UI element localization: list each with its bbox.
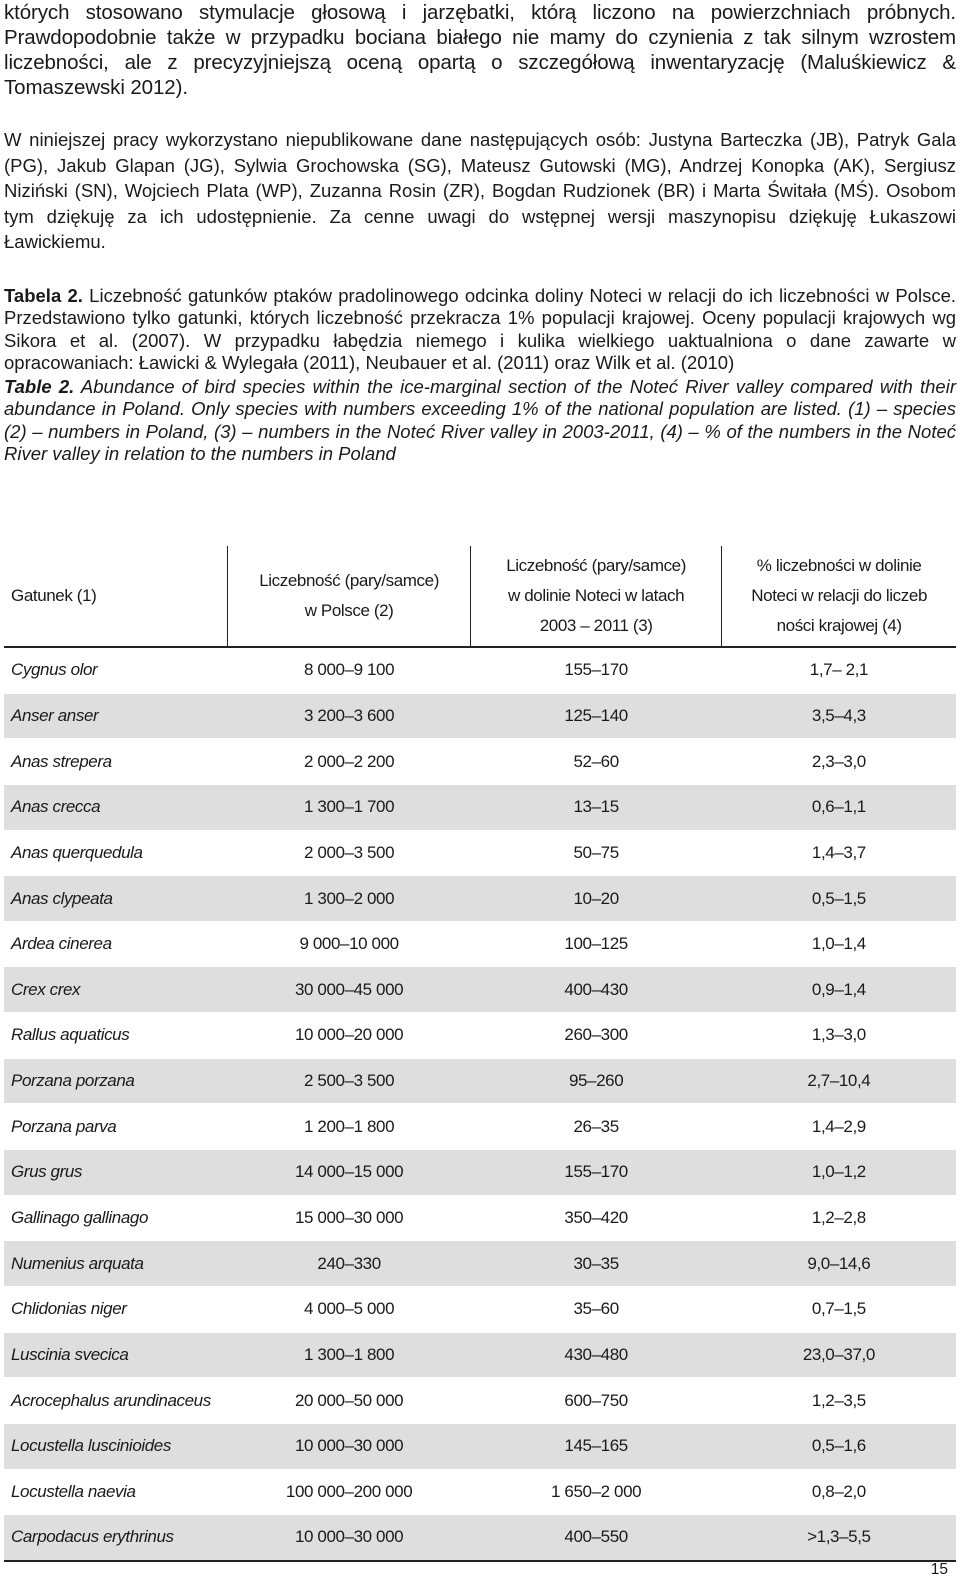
cell-species: Anser anser [4, 693, 228, 739]
cell-numbers-notec: 35–60 [470, 1286, 721, 1332]
cell-species: Cygnus olor [4, 647, 228, 693]
cell-numbers-poland: 14 000–15 000 [228, 1150, 471, 1196]
cell-percent: 1,0–1,4 [722, 921, 956, 967]
cell-species: Grus grus [4, 1150, 228, 1196]
cell-species: Anas querquedula [4, 830, 228, 876]
cell-numbers-poland: 30 000–45 000 [228, 967, 471, 1013]
cell-species: Rallus aquaticus [4, 1013, 228, 1059]
cell-species: Anas clypeata [4, 876, 228, 922]
header-line: ności krajowej (4) [776, 616, 902, 635]
table-row [4, 921, 956, 967]
cell-numbers-poland: 1 300–2 000 [228, 876, 471, 922]
table-row [4, 739, 956, 785]
table-row [4, 693, 956, 739]
cell-numbers-poland: 100 000–200 000 [228, 1469, 471, 1515]
cell-percent: 0,6–1,1 [722, 784, 956, 830]
cell-numbers-poland: 4 000–5 000 [228, 1286, 471, 1332]
cell-percent: 1,2–3,5 [722, 1378, 956, 1424]
table-caption-polish [4, 285, 956, 375]
header-line: w dolinie Noteci w latach [508, 586, 685, 605]
table-row [4, 1241, 956, 1287]
table-caption-polish-text: Liczebność gatunków ptaków pradolinowego odcinka doliny Noteci w relacji do ich liczebności w Polsce. Przedstawiono tylko gatunki, których liczebność przekracza 1% populacji krajowej. Oceny populacji krajowych wg Sikora et al. (2007). W przypadku łabędzia niemego i kulika wielkiego uaktualniona o dane zawarte w opracowaniach: Ławicki & Wylegała (2011), Neubauer et al. (2011) oraz Wilk et al. (2010) [4, 284, 957, 373]
table-header [4, 546, 956, 647]
cell-numbers-poland: 20 000–50 000 [228, 1378, 471, 1424]
cell-species: Anas strepera [4, 739, 228, 785]
cell-percent: 0,8–2,0 [722, 1469, 956, 1515]
cell-numbers-notec: 155–170 [470, 1150, 721, 1196]
cell-percent: 0,7–1,5 [722, 1286, 956, 1332]
cell-species: Gallinago gallinago [4, 1195, 228, 1241]
cell-numbers-notec: 1 650–2 000 [470, 1469, 721, 1515]
cell-numbers-poland: 2 000–3 500 [228, 830, 471, 876]
cell-percent: 2,7–10,4 [722, 1058, 956, 1104]
table-caption-polish-label: Tabela 2. [4, 284, 83, 306]
header-line: Gatunek (1) [11, 586, 97, 605]
table-row [4, 1104, 956, 1150]
cell-numbers-notec: 30–35 [470, 1241, 721, 1287]
table-caption-english-label: Table 2. [4, 375, 75, 397]
cell-numbers-poland: 15 000–30 000 [228, 1195, 471, 1241]
species-abundance-table [4, 546, 956, 1562]
cell-species: Anas crecca [4, 784, 228, 830]
cell-numbers-notec: 350–420 [470, 1195, 721, 1241]
cell-species: Porzana parva [4, 1104, 228, 1150]
body-paragraph-acknowledgements: W niniejszej pracy wykorzystano niepublikowane dane następujących osób: Justyna Barteczka (JB), Patryk Gala (PG), Jakub Glapan (JG), Sylwia Grochowska (SG), Mateusz Gutowski (MG), Andrzej Konopka (AK), Sergiusz Niziński (SN), Wojciech Plata (WP), Zuzanna Rosin (ZR), Bogdan Rudzionek (BR) i Marta Świtała (MŚ). Osobom tym dziękuję za ich udostępnienie. Za cenne uwagi do wstępnej wersji maszynopisu dziękuję Łukaszowi Ławickiemu. [4, 129, 956, 252]
cell-percent: 1,4–2,9 [722, 1104, 956, 1150]
cell-percent: >1,3–5,5 [722, 1515, 956, 1561]
cell-numbers-poland: 3 200–3 600 [228, 693, 471, 739]
cell-numbers-notec: 155–170 [470, 647, 721, 693]
cell-numbers-poland: 9 000–10 000 [228, 921, 471, 967]
table-row [4, 1469, 956, 1515]
cell-numbers-notec: 600–750 [470, 1378, 721, 1424]
cell-numbers-notec: 400–430 [470, 967, 721, 1013]
cell-numbers-notec: 100–125 [470, 921, 721, 967]
table-row [4, 647, 956, 693]
table-row [4, 876, 956, 922]
header-line: Liczebność (pary/samce) [506, 556, 686, 575]
table-row [4, 1332, 956, 1378]
cell-numbers-poland: 10 000–20 000 [228, 1013, 471, 1059]
table-caption-english-text: Abundance of bird species within the ice-marginal section of the Noteć River valley compared with their abundance in Poland. Only species with numbers exceeding 1% of the national population are listed. (1) – species (2) – numbers in Poland, (3) – numbers in the Noteć River valley in 2003-2011, (4) – % of the numbers in the Noteć River valley in relation to the numbers in Poland [4, 375, 956, 464]
cell-numbers-notec: 52–60 [470, 739, 721, 785]
header-line: 2003 – 2011 (3) [539, 616, 653, 635]
header-line: Noteci w relacji do liczeb [751, 586, 927, 605]
cell-species: Acrocephalus arundinaceus [4, 1378, 228, 1424]
cell-percent: 23,0–37,0 [722, 1332, 956, 1378]
cell-percent: 0,5–1,6 [722, 1423, 956, 1469]
cell-percent: 1,7– 2,1 [722, 647, 956, 693]
header-line: % liczebności w dolinie [756, 556, 922, 575]
cell-numbers-notec: 10–20 [470, 876, 721, 922]
table-row [4, 1515, 956, 1561]
cell-numbers-poland: 2 500–3 500 [228, 1058, 471, 1104]
cell-numbers-notec: 145–165 [470, 1423, 721, 1469]
table-row [4, 967, 956, 1013]
cell-percent: 1,2–2,8 [722, 1195, 956, 1241]
table-row [4, 784, 956, 830]
table-row [4, 830, 956, 876]
table-row [4, 1058, 956, 1104]
cell-numbers-notec: 50–75 [470, 830, 721, 876]
cell-numbers-notec: 260–300 [470, 1013, 721, 1059]
header-numbers-notec [470, 546, 721, 647]
page-number: 15 [930, 1561, 948, 1578]
cell-percent: 0,9–1,4 [722, 967, 956, 1013]
table-row [4, 1195, 956, 1241]
table-row [4, 1378, 956, 1424]
cell-numbers-poland: 2 000–2 200 [228, 739, 471, 785]
cell-numbers-poland: 8 000–9 100 [228, 647, 471, 693]
cell-numbers-poland: 240–330 [228, 1241, 471, 1287]
cell-species: Ardea cinerea [4, 921, 228, 967]
header-species [4, 546, 228, 647]
cell-species: Locustella luscinioides [4, 1423, 228, 1469]
body-paragraph-1: których stosowano stymulacje głosową i jarzębatki, którą liczono na powierzchniach próbnych. Prawdopodobnie także w przypadku bociana białego nie mamy do czynienia z tak silnym wzrostem liczebności, ale z precyzyjniejszą oceną opartą o szczegółową inwentaryzację (Maluśkiewicz & Tomaszewski 2012). [4, 1, 956, 99]
header-percent [722, 546, 956, 647]
cell-numbers-notec: 125–140 [470, 693, 721, 739]
cell-percent: 0,5–1,5 [722, 876, 956, 922]
table-row [4, 1423, 956, 1469]
table-row [4, 1286, 956, 1332]
cell-species: Numenius arquata [4, 1241, 228, 1287]
cell-numbers-poland: 1 300–1 700 [228, 784, 471, 830]
table-caption-english [4, 376, 956, 466]
table-body [4, 647, 956, 1561]
cell-percent: 1,4–3,7 [722, 830, 956, 876]
cell-species: Chlidonias niger [4, 1286, 228, 1332]
cell-numbers-notec: 26–35 [470, 1104, 721, 1150]
cell-species: Crex crex [4, 967, 228, 1013]
table-row [4, 1150, 956, 1196]
cell-percent: 2,3–3,0 [722, 739, 956, 785]
cell-numbers-notec: 95–260 [470, 1058, 721, 1104]
cell-numbers-poland: 10 000–30 000 [228, 1515, 471, 1561]
cell-species: Luscinia svecica [4, 1332, 228, 1378]
cell-numbers-notec: 13–15 [470, 784, 721, 830]
cell-percent: 3,5–4,3 [722, 693, 956, 739]
cell-percent: 9,0–14,6 [722, 1241, 956, 1287]
cell-species: Porzana porzana [4, 1058, 228, 1104]
cell-species: Carpodacus erythrinus [4, 1515, 228, 1561]
header-line: w Polsce (2) [304, 601, 394, 620]
cell-numbers-poland: 1 200–1 800 [228, 1104, 471, 1150]
cell-species: Locustella naevia [4, 1469, 228, 1515]
cell-numbers-notec: 400–550 [470, 1515, 721, 1561]
page-content [4, 0, 956, 466]
cell-numbers-poland: 10 000–30 000 [228, 1423, 471, 1469]
table-row [4, 1013, 956, 1059]
cell-numbers-poland: 1 300–1 800 [228, 1332, 471, 1378]
cell-percent: 1,0–1,2 [722, 1150, 956, 1196]
cell-percent: 1,3–3,0 [722, 1013, 956, 1059]
header-numbers-poland [228, 546, 471, 647]
cell-numbers-notec: 430–480 [470, 1332, 721, 1378]
header-line: Liczebność (pary/samce) [259, 571, 439, 590]
table-header-row [4, 546, 956, 647]
